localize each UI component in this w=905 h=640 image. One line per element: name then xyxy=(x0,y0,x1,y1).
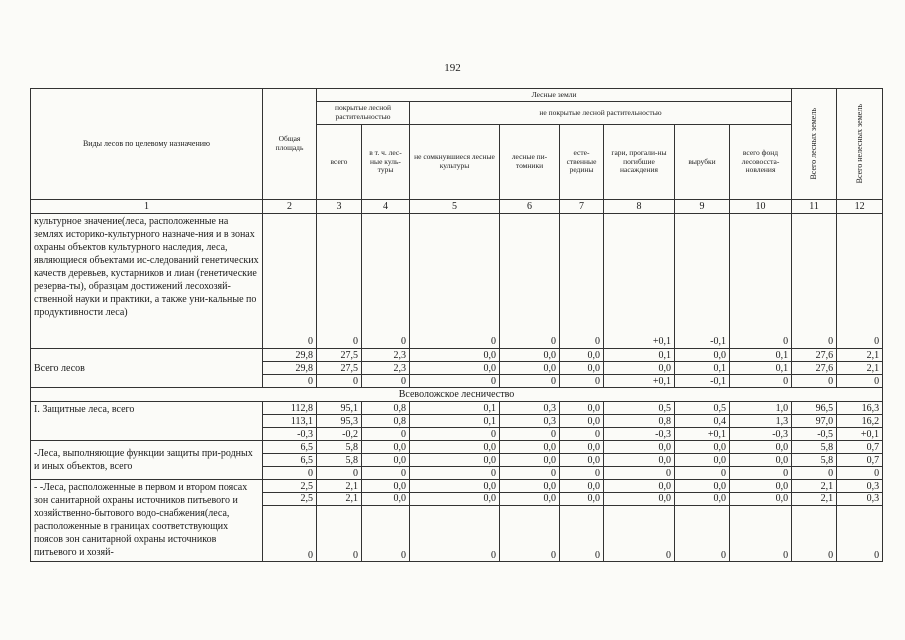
cell: 0 xyxy=(362,375,410,388)
header-forest-crops: в т. ч. лес-ные куль-туры xyxy=(362,125,410,200)
cell: 0 xyxy=(362,467,410,480)
cell: 0,0 xyxy=(500,349,560,362)
table-row xyxy=(31,480,883,493)
cell: 0 xyxy=(792,375,837,388)
table-row xyxy=(31,402,883,415)
col-num: 5 xyxy=(410,200,500,214)
cell: 0,3 xyxy=(500,415,560,428)
cell: 0 xyxy=(675,506,730,562)
cell: 0,0 xyxy=(604,441,675,454)
col-num: 11 xyxy=(792,200,837,214)
cell: 0 xyxy=(560,375,604,388)
row-label: I. Защитные леса, всего xyxy=(31,402,263,441)
header-kind: Виды лесов по целевому назначению xyxy=(31,89,263,200)
table-row xyxy=(31,349,883,362)
header-total-area: Общая площадь xyxy=(263,89,317,200)
cell: 0,0 xyxy=(560,415,604,428)
row-label: Всего лесов xyxy=(31,349,263,388)
cell: 0,0 xyxy=(500,441,560,454)
cell: 2,1 xyxy=(317,493,362,506)
row-label: - -Леса, расположенные в первом и втором поясах зон санитарной охраны источников питьевого и хозяйственно-бытового водо-снабжения(леса, расположенные в границах соответствующих поясов зон санитарной охраны источников питьевого и хозяй- xyxy=(31,480,263,562)
header-covered: покрытые лесной растительностью xyxy=(317,102,410,125)
header-clearcuts: вырубки xyxy=(675,125,730,200)
cell: -0,3 xyxy=(263,428,317,441)
section-title: Всеволожское лесничество xyxy=(31,388,883,402)
row-label: культурное значение(леса, расположенные на землях историко-культурного назначе-ния и в зонах охраны объектов культурного наследия, леса, являющиеся объектами ис-следований генетических качеств деревьев, кустарников и лиан (генетические резерва-ты), образцам достижений лесохозяй-ственной науки и практики, а также уни-кальные по продуктивности леса) xyxy=(31,214,263,349)
cell: 0,0 xyxy=(560,454,604,467)
cell: 95,3 xyxy=(317,415,362,428)
cell: 0 xyxy=(675,467,730,480)
cell: 0 xyxy=(730,506,792,562)
cell: 0,0 xyxy=(730,493,792,506)
page-number: 192 xyxy=(444,62,461,74)
cell: 0,8 xyxy=(362,402,410,415)
cell: 0 xyxy=(560,214,604,349)
cell: 0,0 xyxy=(675,480,730,493)
cell: 0,1 xyxy=(410,402,500,415)
cell: -0,5 xyxy=(792,428,837,441)
header-total-forest: Всего лесных земель xyxy=(792,89,837,200)
cell: 0,0 xyxy=(410,362,500,375)
cell: -0,3 xyxy=(730,428,792,441)
cell: 0,0 xyxy=(604,480,675,493)
cell: 2,1 xyxy=(317,480,362,493)
cell: -0,1 xyxy=(675,375,730,388)
header-total-nonforest: Всего нелесных земель xyxy=(837,89,883,200)
cell: 0,0 xyxy=(675,441,730,454)
cell: 2,3 xyxy=(362,349,410,362)
cell: +0,1 xyxy=(604,214,675,349)
cell: 0,0 xyxy=(675,454,730,467)
cell: 95,1 xyxy=(317,402,362,415)
cell: 0,4 xyxy=(675,415,730,428)
cell: 0 xyxy=(362,214,410,349)
table-row xyxy=(31,441,883,454)
col-num: 3 xyxy=(317,200,362,214)
cell: +0,1 xyxy=(837,428,883,441)
cell: 29,8 xyxy=(263,349,317,362)
cell: 0 xyxy=(500,506,560,562)
cell: 0,1 xyxy=(675,362,730,375)
cell: 0 xyxy=(792,467,837,480)
cell: 0 xyxy=(410,428,500,441)
header-burnt: гари, прогали-ны погибшие насаждения xyxy=(604,125,675,200)
cell: 0,0 xyxy=(675,493,730,506)
col-num: 6 xyxy=(500,200,560,214)
cell: 1,3 xyxy=(730,415,792,428)
cell: 0,0 xyxy=(410,480,500,493)
cell: 0,0 xyxy=(560,402,604,415)
cell: 2,1 xyxy=(837,349,883,362)
cell: 0 xyxy=(730,214,792,349)
cell: 0,0 xyxy=(500,454,560,467)
cell: 0 xyxy=(560,467,604,480)
cell: 5,8 xyxy=(317,441,362,454)
cell: 0 xyxy=(560,428,604,441)
cell: +0,1 xyxy=(675,428,730,441)
row-label: -Леса, выполняющие функции защиты при-родных и иных объектов, всего xyxy=(31,441,263,480)
cell: 0,0 xyxy=(560,493,604,506)
cell: 0 xyxy=(500,214,560,349)
cell: 27,6 xyxy=(792,349,837,362)
cell: 0 xyxy=(317,467,362,480)
cell: 0,0 xyxy=(410,441,500,454)
cell: 0,7 xyxy=(837,454,883,467)
cell: 0,5 xyxy=(604,402,675,415)
cell: 113,1 xyxy=(263,415,317,428)
cell: 0 xyxy=(500,467,560,480)
cell: 0,3 xyxy=(837,493,883,506)
forest-area-table xyxy=(30,88,883,562)
cell: 112,8 xyxy=(263,402,317,415)
col-num: 7 xyxy=(560,200,604,214)
cell: 0,7 xyxy=(837,441,883,454)
cell: 0,0 xyxy=(560,480,604,493)
cell: 5,8 xyxy=(792,454,837,467)
cell: 0,0 xyxy=(604,454,675,467)
cell: 6,5 xyxy=(263,441,317,454)
cell: 0,0 xyxy=(500,480,560,493)
header-all: всего xyxy=(317,125,362,200)
cell: 0,0 xyxy=(604,362,675,375)
cell: 5,8 xyxy=(317,454,362,467)
cell: 0,0 xyxy=(730,441,792,454)
cell: 27,5 xyxy=(317,362,362,375)
cell: 1,0 xyxy=(730,402,792,415)
cell: 0 xyxy=(500,375,560,388)
cell: 2,1 xyxy=(837,362,883,375)
cell: 0 xyxy=(837,375,883,388)
col-num: 1 xyxy=(31,200,263,214)
cell: 0,8 xyxy=(362,415,410,428)
cell: 0,0 xyxy=(560,362,604,375)
cell: 0,0 xyxy=(730,480,792,493)
cell: 0,5 xyxy=(675,402,730,415)
cell: 27,5 xyxy=(317,349,362,362)
cell: 0 xyxy=(263,506,317,562)
cell: 0 xyxy=(730,467,792,480)
cell: 0,0 xyxy=(730,454,792,467)
cell: 0 xyxy=(837,506,883,562)
cell: 0 xyxy=(604,467,675,480)
cell: 0,0 xyxy=(560,441,604,454)
cell: 16,3 xyxy=(837,402,883,415)
col-num: 2 xyxy=(263,200,317,214)
header-forest-lands: Лесные земли xyxy=(317,89,792,102)
cell: 0 xyxy=(560,506,604,562)
cell: 0 xyxy=(410,375,500,388)
cell: 0,0 xyxy=(604,493,675,506)
cell: 0,1 xyxy=(410,415,500,428)
cell: 0 xyxy=(362,428,410,441)
cell: 0,0 xyxy=(500,493,560,506)
col-num: 12 xyxy=(837,200,883,214)
header-not-covered: не покрытые лесной растительностью xyxy=(410,102,792,125)
col-num: 4 xyxy=(362,200,410,214)
cell: 0 xyxy=(263,214,317,349)
cell: 0 xyxy=(317,214,362,349)
header-nonclosed-crops: не сомкнувшиеся лесные культуры xyxy=(410,125,500,200)
cell: 0 xyxy=(317,375,362,388)
cell: 0,3 xyxy=(500,402,560,415)
cell: 0 xyxy=(317,506,362,562)
cell: 0,1 xyxy=(730,362,792,375)
cell: 0,0 xyxy=(500,362,560,375)
cell: 0,0 xyxy=(362,493,410,506)
cell: 2,5 xyxy=(263,480,317,493)
cell: -0,2 xyxy=(317,428,362,441)
cell: 0 xyxy=(410,506,500,562)
cell: 16,2 xyxy=(837,415,883,428)
cell: 0 xyxy=(410,467,500,480)
cell: 29,8 xyxy=(263,362,317,375)
col-num: 8 xyxy=(604,200,675,214)
cell: 2,1 xyxy=(792,493,837,506)
cell: 97,0 xyxy=(792,415,837,428)
cell: 2,5 xyxy=(263,493,317,506)
cell: 96,5 xyxy=(792,402,837,415)
cell: 0 xyxy=(730,375,792,388)
table-row xyxy=(31,214,883,349)
cell: 0 xyxy=(837,467,883,480)
cell: 0,8 xyxy=(604,415,675,428)
col-num: 9 xyxy=(675,200,730,214)
cell: 0,0 xyxy=(362,480,410,493)
cell: 0,0 xyxy=(675,349,730,362)
cell: 0,0 xyxy=(410,349,500,362)
cell: 0 xyxy=(500,428,560,441)
cell: 2,3 xyxy=(362,362,410,375)
cell: 0 xyxy=(792,506,837,562)
cell: 0,3 xyxy=(837,480,883,493)
section-row xyxy=(31,388,883,402)
cell: 5,8 xyxy=(792,441,837,454)
col-num: 10 xyxy=(730,200,792,214)
cell: 0 xyxy=(792,214,837,349)
cell: 0,0 xyxy=(362,454,410,467)
header-natural-gaps: есте-ственные редины xyxy=(560,125,604,200)
cell: 6,5 xyxy=(263,454,317,467)
cell: 0 xyxy=(837,214,883,349)
cell: 0,1 xyxy=(730,349,792,362)
cell: -0,3 xyxy=(604,428,675,441)
cell: -0,1 xyxy=(675,214,730,349)
cell: 0 xyxy=(362,506,410,562)
cell: 0,0 xyxy=(560,349,604,362)
cell: 0,0 xyxy=(410,493,500,506)
column-number-row xyxy=(31,200,883,214)
cell: 0,0 xyxy=(410,454,500,467)
cell: 2,1 xyxy=(792,480,837,493)
cell: 27,6 xyxy=(792,362,837,375)
cell: 0 xyxy=(410,214,500,349)
cell: 0 xyxy=(604,506,675,562)
cell: 0,0 xyxy=(362,441,410,454)
cell: 0,1 xyxy=(604,349,675,362)
cell: 0 xyxy=(263,467,317,480)
header-nurseries: лесные пи-томники xyxy=(500,125,560,200)
cell: +0,1 xyxy=(604,375,675,388)
cell: 0 xyxy=(263,375,317,388)
header-reforest-fund: всего фонд лесовосста-новления xyxy=(730,125,792,200)
